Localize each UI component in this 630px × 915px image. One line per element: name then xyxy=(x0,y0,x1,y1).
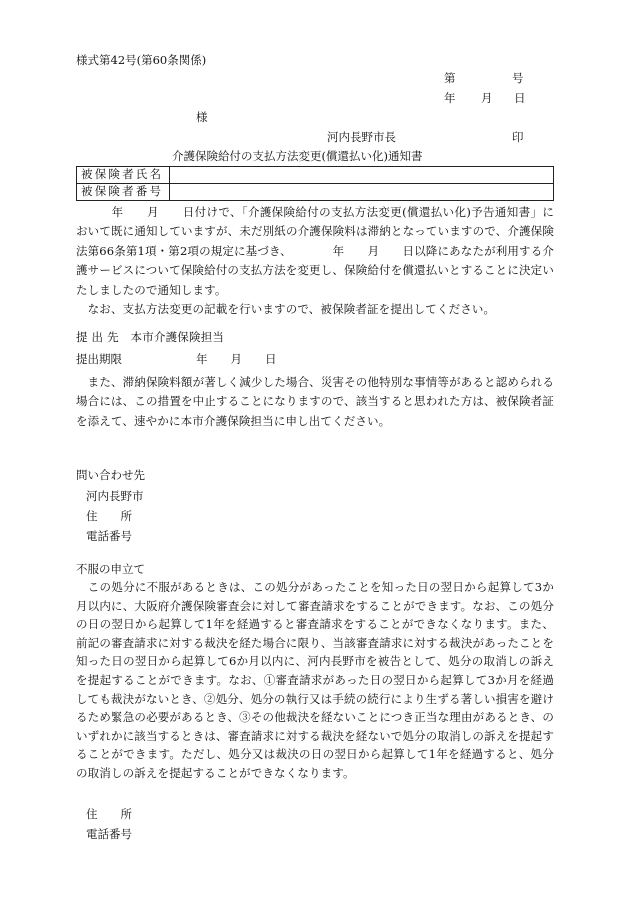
submission-deadline-label: 提出期限 xyxy=(76,352,122,366)
cancellation-paragraph xyxy=(76,373,554,431)
appeal-text: この処分に不服があるときは、この処分があったことを知った日の翌日から起算して3か月以内に、大阪府介護保険審査会に対して審査請求をすることができます。なお、この処分の日の翌日から起算して1年を経過すると審査請求をすることができなくなります。また、前記の審査請求に対する裁決を経た場合に限り、当該審査請求に対する裁決があったことを知った日の翌日から起算して6か月以内に、河内長野市を被告として、処分の取消しの訴えを提起することができます。なお、①審査請求があった日の翌日から起算して3か月を経過しても裁決がないとき、②処分、処分の執行又は手続の続行により生ずる著しい損害を避けるため緊急の必要があるとき、③その他裁決を経ないことにつき正当な理由があるとき、のいずれかに該当するときは、審査請求に対する裁決を経ないで処分の取消しの訴えを提起することができます。ただし、処分又は裁決の日の翌日から起算して1年を経過すると、処分の取消しの訴えを提起することができなくなります。 xyxy=(76,580,554,780)
inquiry-city: 河内長野市 xyxy=(86,489,144,503)
table-row xyxy=(77,184,554,201)
document-number-suffix: 号 xyxy=(512,71,524,85)
insured-name-label: 被保険者氏名 xyxy=(77,167,170,184)
issuer-name: 河内長野市長 xyxy=(327,130,396,144)
form-number: 様式第42号(第60条関係) xyxy=(76,53,207,67)
notice-body xyxy=(76,203,554,319)
appeal-title: 不服の申立て xyxy=(76,562,145,576)
addressee-honorific: 様 xyxy=(196,110,208,124)
appeal-address-label: 住 所 xyxy=(86,807,132,821)
issue-date-year: 年 xyxy=(444,91,456,105)
issue-date-month: 月 xyxy=(481,91,493,105)
submission-deadline-date: 年 月 日 xyxy=(196,352,277,366)
inquiry-phone-label: 電話番号 xyxy=(86,529,132,543)
insured-number-field[interactable] xyxy=(170,184,554,201)
cancellation-text: また、滞納保険料額が著しく減少した場合、災害その他特別な事情等があると認められる場合には、この措置を中止することになりますので、該当すると思われた方は、被保険者証を添えて、速やかに本市介護保険担当に申し出てください。 xyxy=(76,375,554,428)
insured-info-table xyxy=(76,166,554,201)
appeal-body xyxy=(76,578,554,783)
inquiry-title: 問い合わせ先 xyxy=(76,468,145,482)
insured-name-field[interactable] xyxy=(170,167,554,184)
notice-paragraph-main: 年 月 日付けで、「介護保険給付の支払方法変更(償還払い化)予告通知書」において既に通知していますが、未だ別紙の介護保険料は滞納となっていますので、介護保険法第66条第1項・第2項の規定に基づき、 年 月 日以降にあなたが利用する介護サービスについて保険給付の支払方法を変更し、保険給付を償還払いとすることに決定いたしましたので通知します。 xyxy=(76,205,555,297)
document-title: 介護保険給付の支払方法変更(償還払い化)通知書 xyxy=(172,149,423,163)
submission-destination: 提 出 先 本市介護保険担当 xyxy=(76,330,225,344)
table-row xyxy=(77,167,554,184)
inquiry-address-label: 住 所 xyxy=(86,509,132,523)
document-number-prefix: 第 xyxy=(444,71,456,85)
issue-date-day: 日 xyxy=(514,91,526,105)
notice-paragraph-submit-request: なお、支払方法変更の記載を行いますので、被保険者証を提出してください。 xyxy=(76,302,496,317)
insured-number-label: 被保険者番号 xyxy=(77,184,170,201)
appeal-phone-label: 電話番号 xyxy=(86,827,132,841)
seal-mark: 印 xyxy=(512,130,524,144)
